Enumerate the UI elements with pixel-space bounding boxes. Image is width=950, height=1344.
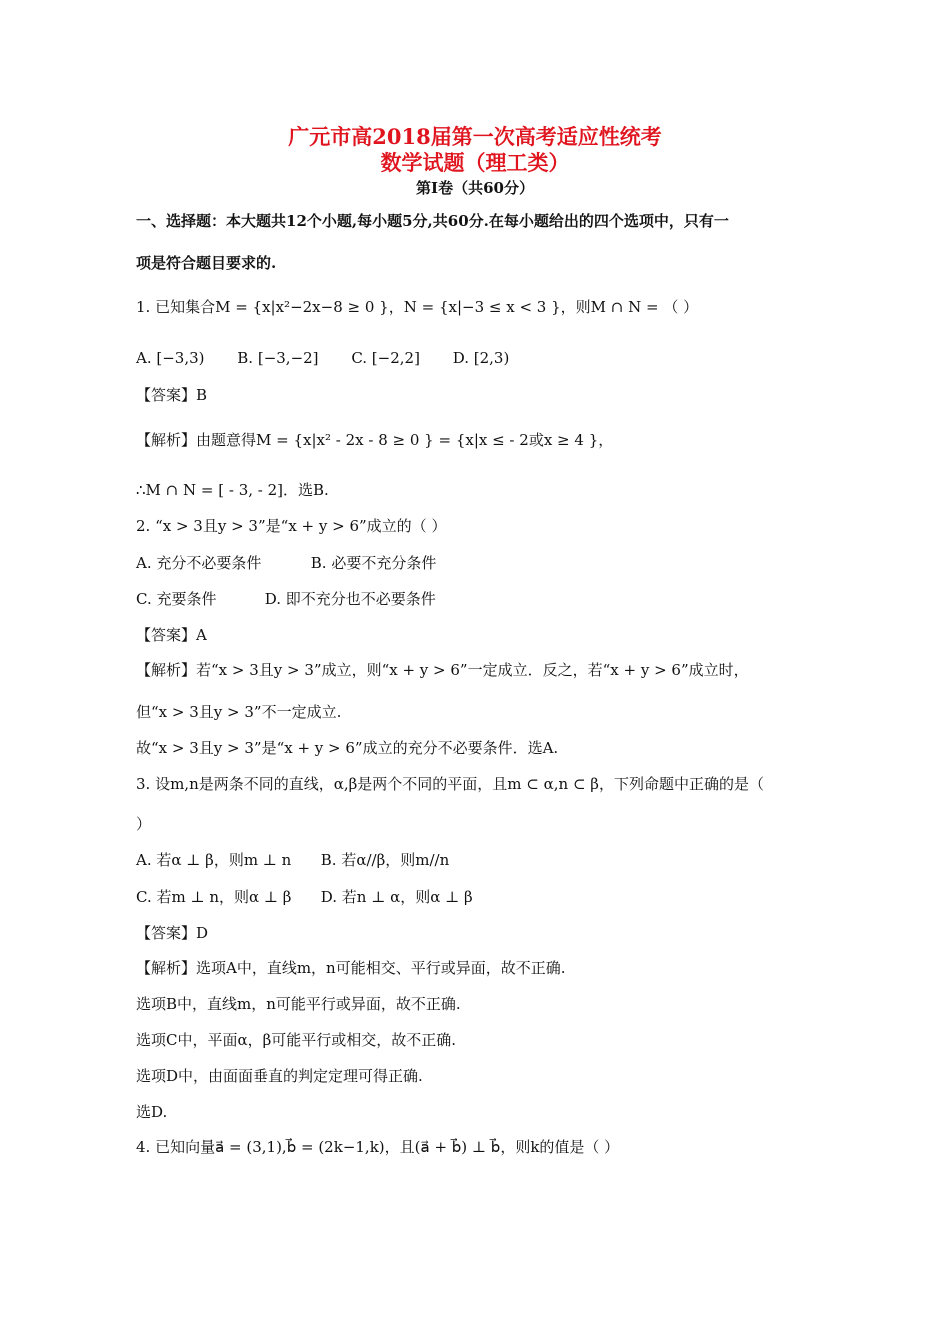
q3-analysis-line2: 选项B中，直线m，n可能平行或异面，故不正确.	[136, 995, 461, 1013]
q1-analysis-line1: 【解析】由题意得M = {x|x² - 2x - 8 ≥ 0 } = {x|x ≤ - 2或x ≥ 4 }，	[136, 431, 614, 449]
q2-analysis-line3: 故“x > 3且y > 3”是“x + y > 6”成立的充分不必要条件．选A.	[136, 739, 559, 757]
q2-stem: 2. “x > 3且y > 3”是“x + y > 6”成立的（ ）	[136, 517, 447, 535]
q1-option-b: B. [−3,−2]	[237, 349, 319, 367]
q1-stem: 1. 已知集合M = {x|x²−2x−8 ≥ 0 }，N = {x|−3 ≤ x < 3 }，则M ∩ N = （ ）	[136, 298, 699, 316]
doc-title-line2: 数学试题（理工类）	[380, 150, 570, 175]
q2-option-c: C. 充要条件	[136, 590, 217, 608]
q1-options	[136, 348, 820, 368]
q3-option-c: C. 若m ⊥ n，则α ⊥ β	[136, 888, 292, 906]
q3-options-row2	[136, 887, 820, 907]
q4-stem: 4. 已知向量a⃗ = (3,1),b⃗ = (2k−1,k)，且(a⃗ + b⃗) ⊥ b⃗，则k的值是（ ）	[136, 1138, 620, 1156]
q2-option-b: B. 必要不充分条件	[310, 554, 437, 572]
q2-options-row2	[136, 589, 820, 609]
q2-analysis-line1: 【解析】若“x > 3且y > 3”成立，则“x + y > 6”一定成立．反之，若“x + y > 6”成立时，	[136, 661, 749, 679]
q1-answer: 【答案】B	[136, 386, 208, 404]
q2-analysis-line2: 但“x > 3且y > 3”不一定成立.	[136, 703, 342, 721]
q2-option-a: A. 充分不必要条件	[136, 554, 262, 572]
q3-option-a: A. 若α ⊥ β，则m ⊥ n	[136, 851, 292, 869]
q3-answer: 【答案】D	[136, 924, 209, 942]
q3-analysis-line4: 选项D中，由面面垂直的判定定理可得正确.	[136, 1067, 423, 1085]
q1-analysis-line2: ∴M ∩ N = [ - 3, - 2]．选B.	[136, 481, 329, 499]
q3-stem-line1: 3. 设m,n是两条不同的直线，α,β是两个不同的平面，且m ⊂ α,n ⊂ β，下列命题中正确的是（	[136, 775, 764, 793]
q3-analysis-line3: 选项C中，平面α，β可能平行或相交，故不正确.	[136, 1031, 457, 1049]
doc-title-line1: 广元市高2018届第一次高考适应性统考	[288, 124, 662, 149]
q1-option-a: A. [−3,3)	[136, 349, 205, 367]
q3-analysis-line5: 选D.	[136, 1103, 168, 1121]
q3-options-row1	[136, 850, 820, 870]
q3-analysis-line1: 【解析】选项A中，直线m，n可能相交、平行或异面，故不正确.	[136, 959, 566, 977]
q3-option-b: B. 若α//β，则m//n	[320, 851, 450, 869]
q2-option-d: D. 即不充分也不必要条件	[264, 590, 436, 608]
q3-option-d: D. 若n ⊥ α，则α ⊥ β	[320, 888, 473, 906]
q2-options-row1	[136, 553, 820, 573]
q2-answer: 【答案】A	[136, 626, 207, 644]
part-intro-line2: 项是符合题目要求的.	[136, 254, 277, 272]
q3-stem-line2: ）	[136, 815, 152, 833]
q1-option-c: C. [−2,2]	[351, 349, 420, 367]
part-intro-line1: 一、选择题：本大题共12个小题,每小题5分,共60分.在每小题给出的四个选项中，只有一	[136, 212, 729, 230]
q1-option-d: D. [2,3)	[452, 349, 510, 367]
section-heading: 第Ⅰ卷（共60分）	[416, 179, 534, 197]
